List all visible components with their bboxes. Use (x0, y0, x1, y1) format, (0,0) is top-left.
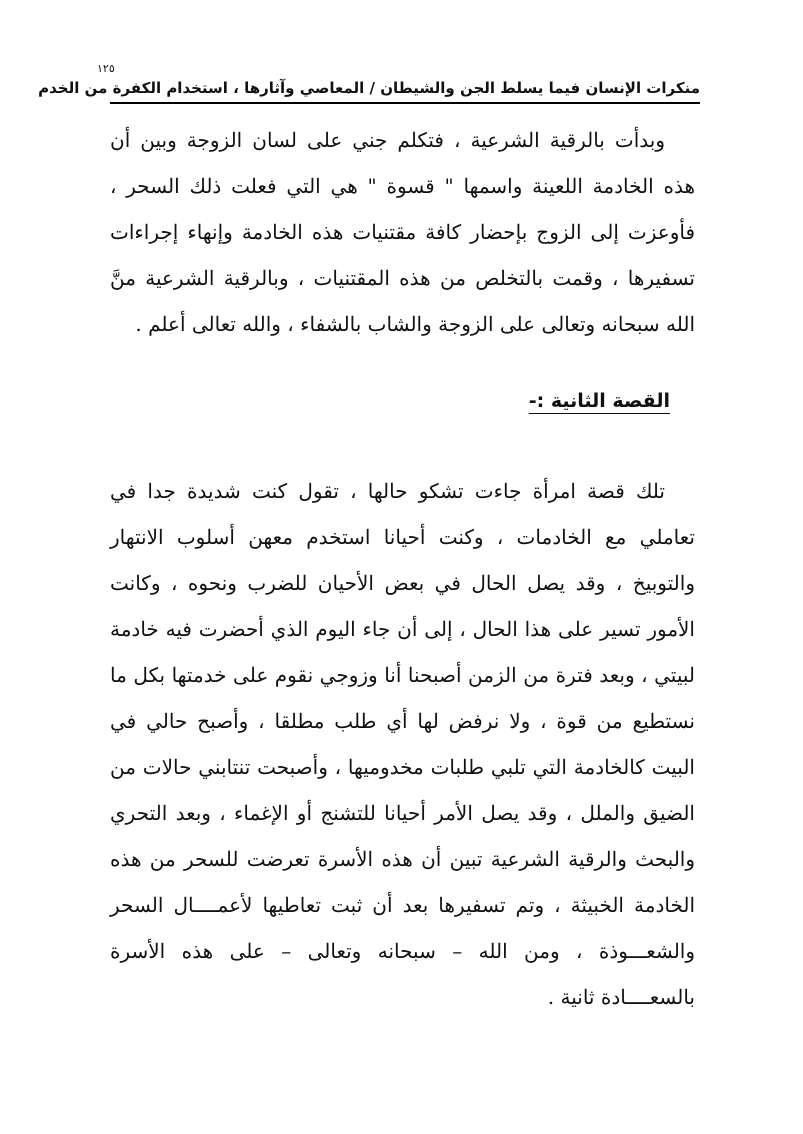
section-heading: القصة الثانية :- (528, 390, 670, 412)
body-paragraph-2: تلك قصة امرأة جاءت تشكو حالها ، تقول كنت شديدة جدا في تعاملي مع الخادمات ، وكنت أحيانا استخدم معهن أسلوب الانتهار والتوبيخ ، وقد يصل الحال في بعض الأحيان للضرب ونحوه ، وكانت الأمور تسير على هذا الحال ، إلى أن جاء اليوم الذي أحضرت فيه خادمة لبيتي ، وبعد فترة من الزمن أصبحنا أنا وزوجي نقوم على خدمتها بكل ما نستطيع من قوة ، ولا نرفض لها أي طلب مطلقا ، وأصبح حالي في البيت كالخادمة التي تلبي طلبات مخدوميها ، وأصبحت تنتابني حالات من الضيق والملل ، وقد يصل الأمر أحيانا للتشنج أو الإغماء ، وبعد التحري والبحث والرقية الشرعية تبين أن هذه الأسرة تعرضت للسحر من هذه الخادمة الخبيثة ، وتم تسفيرها بعد أن ثبت تعاطيها لأعمــــال السحر والشعـــوذة ، ومن الله – سبحانه وتعالى – على هذه الأسرة بالسعــــادة ثانية . (110, 479, 695, 1009)
body-paragraph-1-block (110, 117, 695, 347)
header-divider (110, 102, 700, 104)
body-paragraph-1: وبدأت بالرقية الشرعية ، فتكلم جني على لسان الزوجة وبين أن هذه الخادمة اللعينة واسمها " قسوة " هي التي فعلت ذلك السحر ، فأوعزت إلى الزوج بإحضار كافة مقتنيات هذه الخادمة وإنهاء إجراءات تسفيرها ، وقمت بالتخلص من هذه المقتنيات ، وبالرقية الشرعية منَّ الله سبحانه وتعالى على الزوجة والشاب بالشفاء ، والله تعالى أعلم . (110, 128, 695, 336)
running-title: منكرات الإنسان فيما يسلط الجن والشيطان / المعاصي وآثارها ، استخدام الكفرة من الخدم (38, 79, 700, 97)
page-number: ١٢٥ (97, 62, 115, 75)
body-paragraph-2-block (110, 468, 695, 1020)
